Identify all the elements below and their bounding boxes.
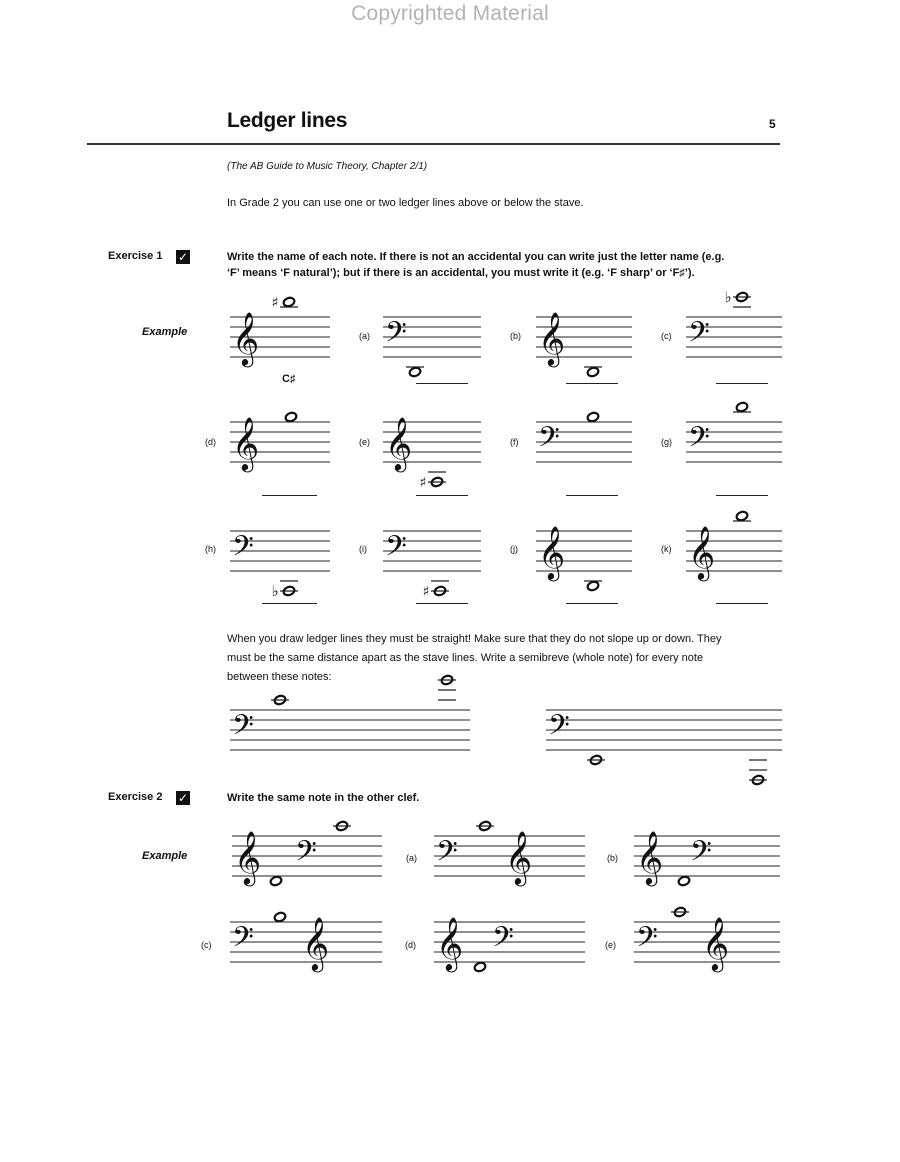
ex2-item-label-a: (a)	[406, 853, 417, 863]
bass-clef-icon: 𝄢	[688, 421, 710, 461]
whole-note	[284, 411, 297, 422]
treble-clef-icon: 𝄞	[234, 830, 262, 884]
treble-clef-icon: 𝄞	[538, 311, 566, 365]
whole-note	[677, 875, 690, 886]
paragraph-line-2: must be the same distance apart as the stave lines. Write a semibreve (whole note) for every note	[227, 652, 704, 664]
treble-clef-icon: 𝄞	[702, 916, 730, 970]
treble-clef-icon: 𝄞	[505, 830, 533, 884]
whole-note	[273, 911, 286, 922]
staff	[546, 710, 782, 750]
bass-clef-icon: 𝄢	[232, 530, 254, 570]
bass-clef-icon: 𝄢	[538, 421, 560, 461]
bass-clef-icon: 𝄢	[688, 316, 710, 356]
exercise-2-example-label: Example	[142, 850, 188, 862]
sharp-icon: ♯	[422, 584, 430, 600]
treble-clef-icon: 𝄞	[636, 830, 664, 884]
ex2-item-label-b: (b)	[607, 853, 618, 863]
exercise-2-label: Exercise 2	[108, 791, 163, 803]
page-title: Ledger lines	[227, 109, 348, 132]
treble-clef-icon: 𝄞	[688, 525, 716, 579]
page-number: 5	[769, 117, 776, 131]
bass-clef-icon: 𝄢	[385, 530, 407, 570]
sharp-icon: ♯	[419, 475, 427, 491]
watermark: Copyrighted Material	[351, 2, 549, 25]
item-label-a: (a)	[359, 331, 370, 341]
paragraph-line-1: When you draw ledger lines they must be straight! Make sure that they do not slope up or down. They	[227, 633, 722, 645]
book-reference: (The AB Guide to Music Theory, Chapter 2/1)	[227, 161, 428, 172]
bass-clef-icon: 𝄢	[232, 921, 254, 961]
intro-text: In Grade 2 you can use one or two ledger lines above or below the stave.	[227, 197, 584, 209]
ex2-item-label-c: (c)	[201, 940, 212, 950]
exercise-2-checkbox[interactable]: ✓	[177, 791, 189, 805]
exercise-1-checkbox[interactable]: ✓	[177, 250, 189, 264]
whole-note	[269, 875, 282, 886]
example-answer: C♯	[282, 373, 296, 385]
item-label-i: (i)	[359, 544, 367, 554]
staff	[230, 710, 470, 750]
whole-note	[282, 296, 295, 307]
item-label-g: (g)	[661, 437, 672, 447]
bass-clef-icon: 𝄢	[232, 709, 254, 749]
treble-clef-icon: 𝄞	[538, 525, 566, 579]
whole-note	[586, 411, 599, 422]
treble-clef-icon: 𝄞	[385, 416, 413, 470]
item-label-k: (k)	[661, 544, 672, 554]
treble-clef-icon: 𝄞	[302, 916, 330, 970]
bass-clef-icon: 𝄢	[548, 709, 570, 749]
bass-clef-icon: 𝄢	[385, 316, 407, 356]
exercise-1-label: Exercise 1	[108, 250, 163, 262]
item-label-d: (d)	[205, 437, 216, 447]
whole-note	[408, 366, 421, 377]
whole-note	[735, 401, 748, 412]
whole-note	[586, 580, 599, 591]
sharp-icon: ♯	[271, 295, 279, 311]
bass-clef-icon: 𝄢	[690, 835, 712, 875]
item-label-h: (h)	[205, 544, 216, 554]
treble-clef-icon: 𝄞	[232, 416, 260, 470]
ex2-item-label-e: (e)	[605, 940, 616, 950]
flat-icon: ♭	[724, 288, 732, 306]
instruction-line-1: Write the name of each note. If there is not an accidental you can write just the letter name (e.g.	[227, 251, 725, 263]
treble-clef-icon: 𝄞	[436, 916, 464, 970]
bass-clef-icon: 𝄢	[492, 921, 514, 961]
item-label-e: (e)	[359, 437, 370, 447]
exercise-2-instruction: Write the same note in the other clef.	[227, 792, 420, 804]
bass-clef-icon: 𝄢	[295, 835, 317, 875]
instruction-line-2: ‘F’ means ‘F natural’); but if there is an accidental, you must write it (e.g. ‘F sharp’ or ‘F♯’).	[227, 267, 695, 279]
whole-note	[473, 961, 486, 972]
paragraph-line-3: between these notes:	[227, 671, 332, 683]
whole-note	[586, 366, 599, 377]
bass-clef-icon: 𝄢	[436, 835, 458, 875]
exercise-1-example-label: Example	[142, 326, 188, 338]
whole-note	[735, 510, 748, 521]
flat-icon: ♭	[271, 582, 279, 600]
item-label-f: (f)	[510, 437, 519, 447]
item-label-b: (b)	[510, 331, 521, 341]
treble-clef-icon: 𝄞	[232, 311, 260, 365]
ex2-item-label-d: (d)	[405, 940, 416, 950]
bass-clef-icon: 𝄢	[636, 921, 658, 961]
item-label-c: (c)	[661, 331, 672, 341]
item-label-j: (j)	[510, 544, 518, 554]
